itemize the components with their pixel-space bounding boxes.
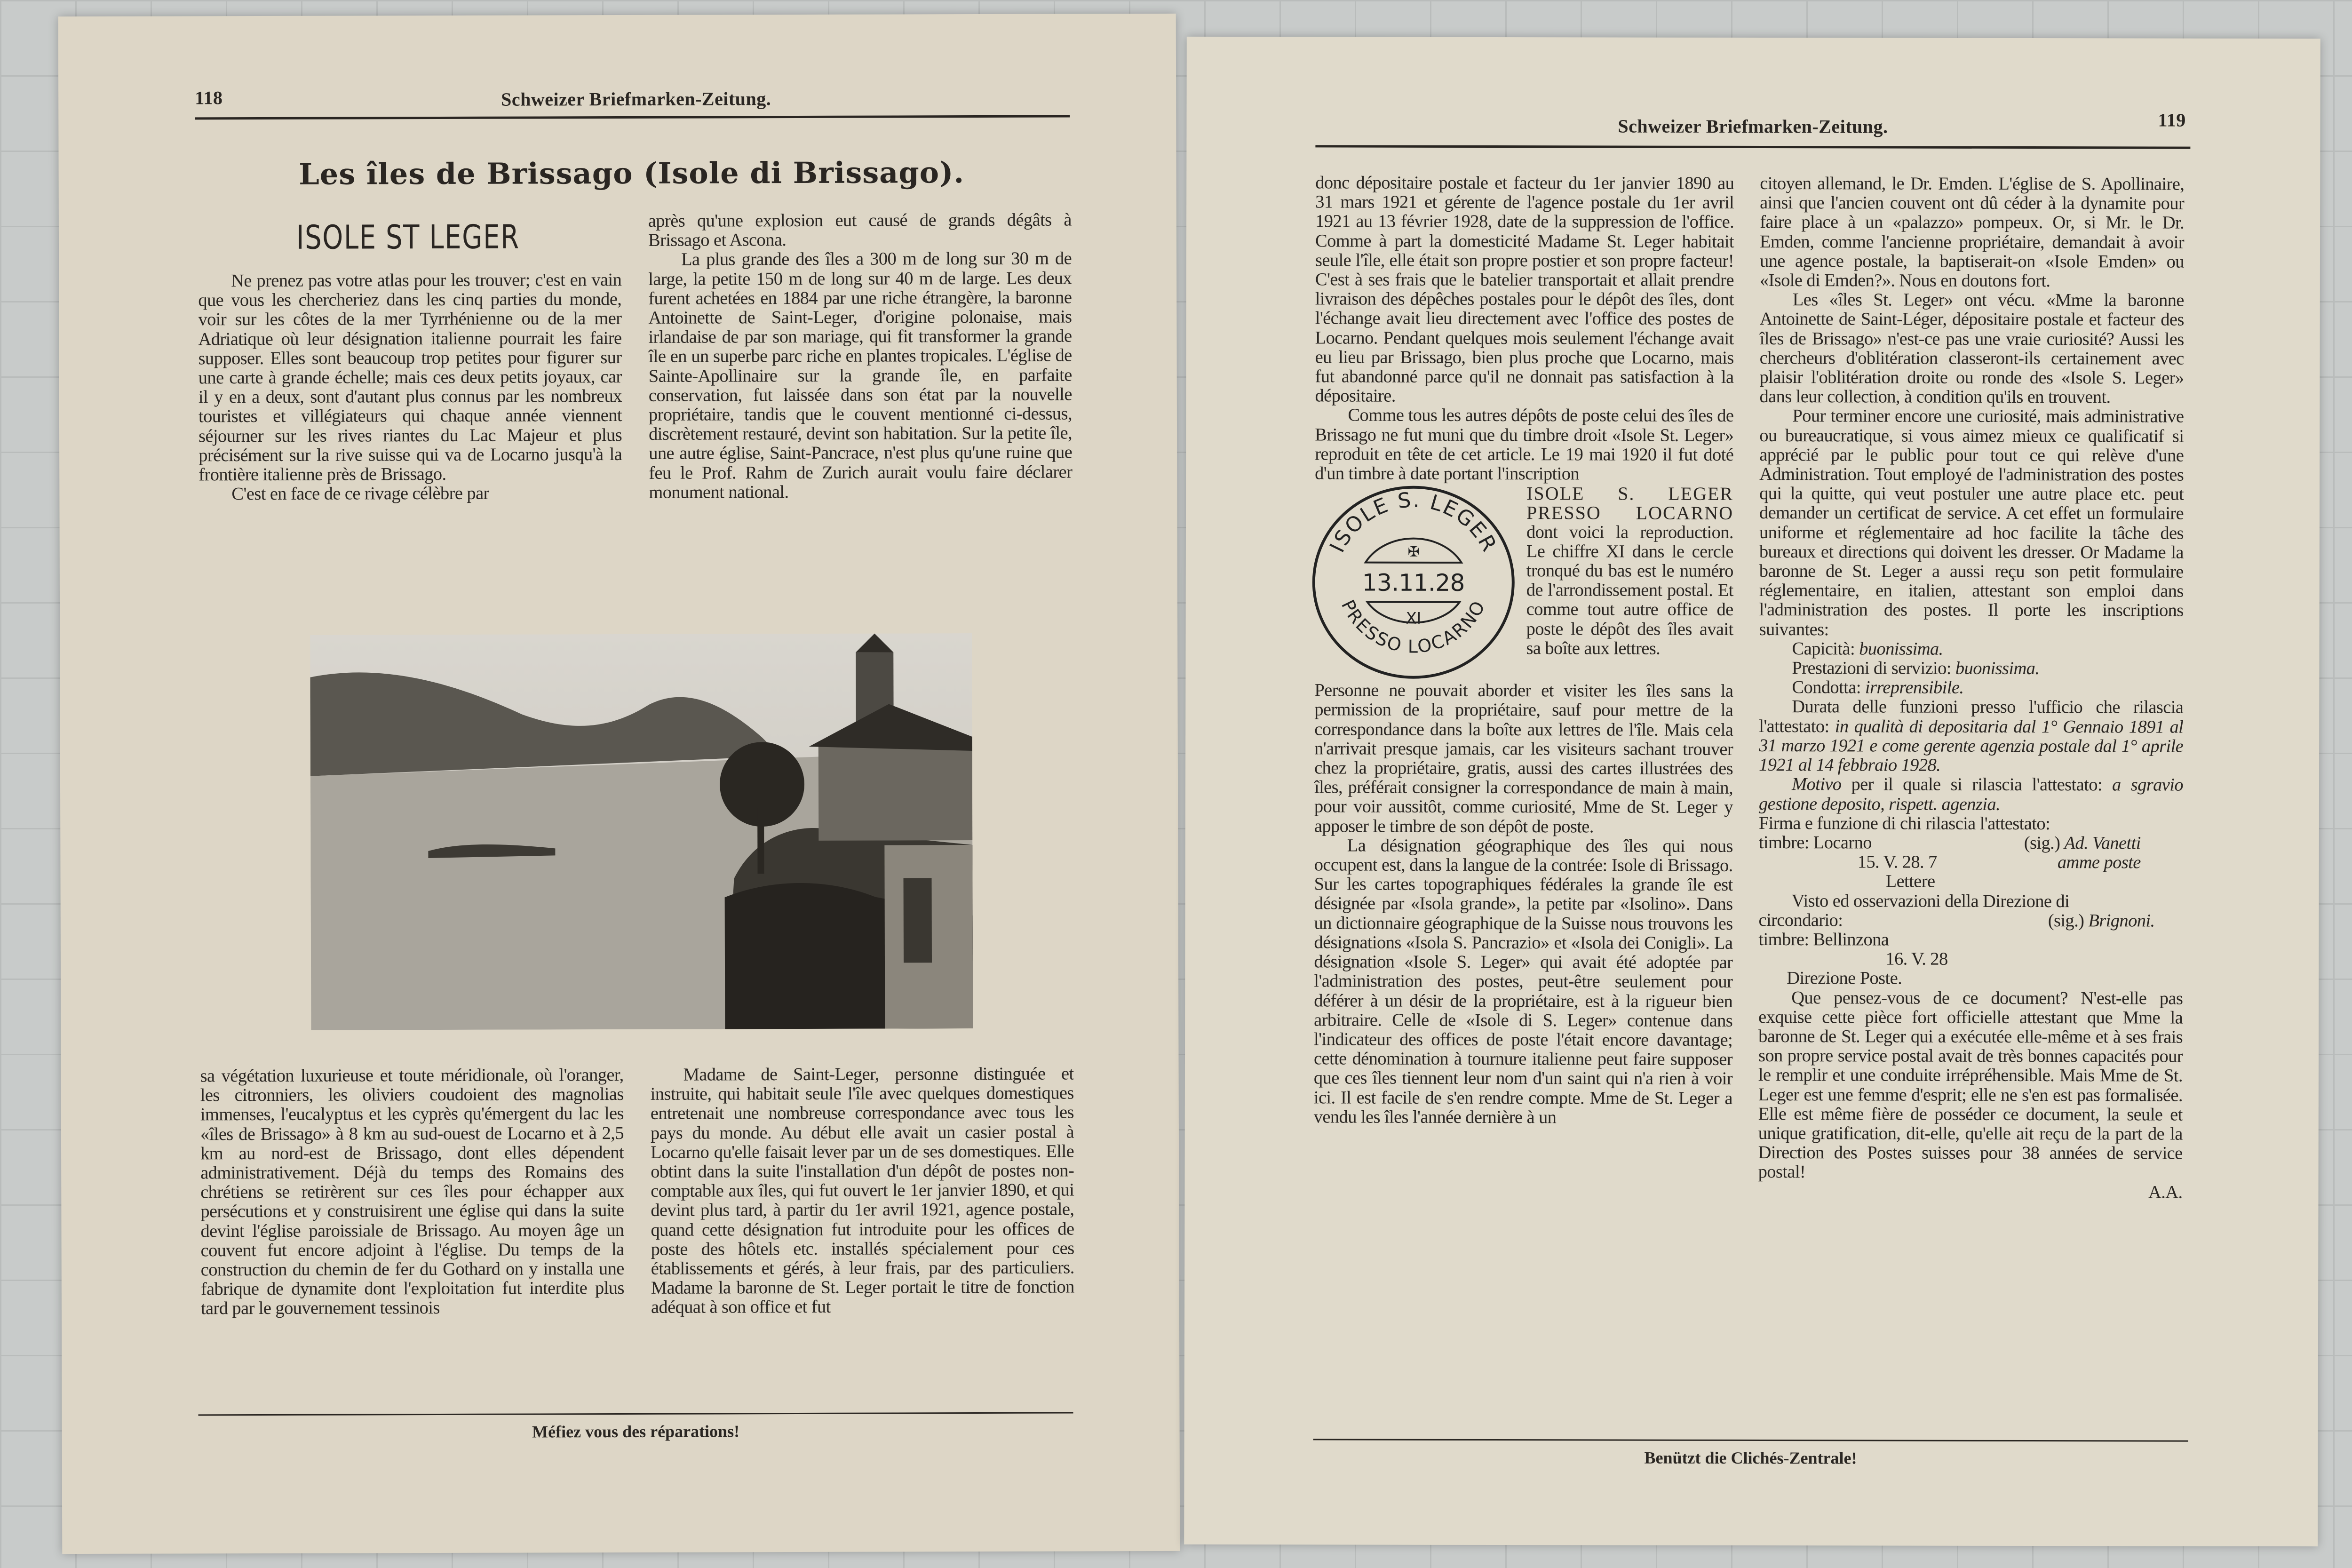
- paragraph: Comme tous les autres dépôts de poste celui des îles de Brissago ne fut muni que du timbre droit «Isole St. Leger» reproduit en tête de cet article. Le 19 mai 1920 il fut doté d'un timbre à date portant l'inscription: [1315, 405, 1734, 484]
- column-1: [1314, 173, 1734, 1127]
- bottom-column-2: [651, 1064, 1074, 1317]
- top-column-1: [198, 271, 622, 504]
- paragraph: La désignation géographique des îles qui nous occupent est, dans la langue de la contrée: Isole di Brissago. Sur les cartes topographiques fédérales la grande île est désignée par «Isola grande», la petite par «Isolino». Dans un dictionnaire géographique de la Suisse nous trouvons les désignations «Isola S. Pancrazio» et «Isola dei Conigli». La désignation «Isole S. Leger» qui avait été adoptée par l'administration des postes, peut-être seulement pour déférer à un désir de la propriétaire, est à la rigueur bien arbitraire. Celle de «Isole di S. Leger» contenue dans l'indicateur des offices de poste l'était encore davantage; cette dénomination à tournure italienne peut faire supposer que ces îles tiennent leur nom d'un saint qui n'a rien à voir ici. Il est facile de s'en rendre compte. Mme de St. Leger a vendu les îles l'année dernière à un: [1313, 836, 1733, 1127]
- paragraph: citoyen allemand, le Dr. Emden. L'église de S. Apollinaire, ainsi que l'ancien couvent ont dû céder à la dynamite pour faire place à un «palazzo» pompeux. Or, si Mr. le Dr. Emden, comme l'ancienne propriétaire, demandait à avoir une agence postale, la baptiserait-on «Isole Emden» ou «Isole di Emden?». Nous en doutons fort.: [1759, 174, 2185, 291]
- stamp-side-text: dont voici la reproduction. Le chiffre XI dans le cercle tronqué du bas est le numéro de l'arrondissement postal. Et comme tout autre office de poste le dépôt des îles avait sa boîte aux lettres.: [1526, 522, 1733, 659]
- paragraph: Madame de Saint-Leger, personne distinguée et instruite, qui habitait seule l'île avec quelques domestiques entretenait une nombreuse correspondance avec tous les pays du monde. Au début elle avait un casier postal à Locarno qu'elle faisait lever par un de ses domestiques. Elle obtint dans la suite l'installation d'un dépôt de postes non-comptable aux îles, qui fut ouvert le 1er janvier 1890, et qui devint plus tard, à partir du 1er avril 1921, agence postale, quand cette désignation fut introduite pour les offices de poste des hôtels etc. installés spécialement pour ces établissements et gérés, à leur frais, par des particuliers. Madame la baronne de St. Leger portait le titre de fonction adéquat à son office et fut: [650, 1064, 1074, 1318]
- author-signature: A.A.: [2148, 1182, 2183, 1202]
- isole-st-leger-logo: ISOLE ST LEGER: [296, 217, 520, 257]
- running-header: Schweizer Briefmarken-Zeitung.: [501, 88, 771, 110]
- left-page: [58, 14, 1180, 1554]
- running-header: Schweizer Briefmarken-Zeitung.: [1618, 115, 1888, 137]
- paragraph: Que pensez-vous de ce document? N'est-elle pas exquise cette pièce fort officielle attestant que Mme la baronne de St. Leger qui a exécutée elle-même et à ses frais son propre service postal avait de très bonnes capacités pour le remplir et une conduite irrépréhensible. Mais Mme de St. Leger est une femme d'esprit; elle ne s'en est pas formalisée. Elle est même fière de posséder ce document, la seule et unique gratification, dit-elle, qu'elle ait reçu de la part de la Direction des Postes suisses pour 38 années de service postal!: [1758, 987, 2183, 1182]
- footer-slogan: Méfiez vous des réparations!: [532, 1422, 740, 1441]
- article-title: Les îles de Brissago (Isole di Brissago).: [299, 155, 965, 191]
- lake-photo: [310, 633, 973, 1030]
- bottom-column-1: [200, 1066, 624, 1319]
- stamp-bottom-text: PRESSO LOCARNO: [1337, 597, 1490, 658]
- postmark-stamp: [1310, 484, 1517, 682]
- stamp-top-text: ISOLE S. LEGER: [1325, 488, 1502, 557]
- paragraph: Ne prenez pas votre atlas pour les trouver; c'est en vain que vous les chercheriez dans les cinq parties du monde, voir sur les côtes de la mer Tyrrhénienne ou de la mer Adriatique où leur désignation italienne pourrait les faire supposer. Elles sont beaucoup trop petites pour figurer sur une carte à grande échelle; mais ces deux petits joyaux, car il y en a deux, sont d'autant plus connus par les nombreux touristes et villégiateurs qui chaque année viennent séjourner sur les rives riantes du Lac Majeur et plus précisément sur la rive suisse qui va de Locarno jusqu'à la frontière italienne près de Brissago.: [198, 270, 622, 485]
- header-rule: [195, 115, 1070, 119]
- stamp-district: XI: [1406, 609, 1421, 629]
- paragraph: C'est en face de ce rivage célèbre par: [231, 483, 489, 504]
- header-rule: [1315, 145, 2190, 149]
- footer-rule: [1313, 1439, 2188, 1441]
- footer-slogan: Benützt die Clichés-Zentrale!: [1644, 1448, 1857, 1468]
- inscription-line: ISOLE S. LEGER: [1526, 483, 1734, 505]
- paragraph: sa végétation luxurieuse et toute méridionale, où l'oranger, les citronniers, les oliviers coudoient des magnolias immenses, l'eucalyptus et les cyprès qu'émergent du lac les «îles de Brissago» à 8 km au sud-ouest de Locarno et à 2,5 km au nord-est de Brissago, dont elles dépendent administrativement. Déjà du temps des Romains des chrétiens se retirèrent sur ces îles pour échapper aux persécutions et y construisirent une église qui dans la suite devint l'église paroissiale de Brissago. Au moyen âge un couvent fut encore adjoint à l'église. Du temps de la construction du chemin de fer du Gothard on y installa une fabrique de dynamite dont l'exploitation fut interdite plus tard par le gouvernement tessinois: [200, 1065, 624, 1319]
- column-2: [1758, 174, 2184, 1202]
- inscription-line: PRESSO LOCARNO: [1526, 502, 1734, 524]
- stamp-date: 13.11.28: [1362, 569, 1465, 597]
- page-number: 118: [195, 87, 223, 109]
- footer-rule: [199, 1412, 1073, 1416]
- top-column-2: [648, 210, 1073, 502]
- paragraph: après qu'une explosion eut causé de grands dégâts à Brissago et Ascona.: [648, 210, 1072, 251]
- certificate-transcript: Capicità: buonissima. Prestazioni di servizio: buonissima. Condotta: irreprensibile. Durata delle funzioni presso l'ufficio che rilascia l'attestato: in qualità di depositaria dal 1° Gennaio 1891 al 31 marzo 1921 e come gerente agenzia postale dal 1° aprile 1921 al 14 febbraio 1928. Motivo per il quale si rilascia l'attestato: a sgravio gestione deposito, rispett. agenzia. Firma e funzione di chi rilascia l'attestato: timbre: Locarno (sig.) Ad. Vanetti 15. V. 28. 7 amme poste Lettere Visto ed osservazioni della Direzione di circondario: (sig.) Brignoni. timbre: Bellinzona 16. V. 28 Direzione Poste.: [1758, 639, 2184, 988]
- paragraph: Les «îles St. Leger» ont vécu. «Mme la baronne Antoinette de Saint-Léger, dépositaire postale et facteur des îles de Brissago» n'est-ce pas une vraie curiosité? Aussi les chercheurs d'oblitération classeront-ils certainement avec plaisir l'oblitération droite ou ronde des «Isole S. Leger» dans leur collection, à condition qu'ils en trouvent.: [1759, 290, 2184, 407]
- paragraph: Pour terminer encore une curiosité, mais administrative ou bureaucratique, si vous aimez mieux ce qualificatif si apprécié par le public pour tout ce qui relève d'une Administration. Tout employé de l'administration des postes qui la quitte, qui veut postuler une autre place etc. peut demander un certificat de service. A cet effet un formulaire uniforme et réglementaire ad hoc facilite la tâche des bureaux et directions qui doivent les dresser. Or Madame la baronne de St. Leger a aussi reçu son petit formulaire réglementaire, en italien, attestant son emploi dans l'administration des postes. Il porte les inscriptions suivantes:: [1759, 406, 2184, 639]
- page-number: 119: [2158, 109, 2186, 131]
- paragraph: donc dépositaire postale et facteur du 1er janvier 1890 au 31 mars 1921 et gérente de l'agence postale du 1er avril 1921 au 13 février 1928, date de la suppression de l'office. Comme à part la domesticité Madame St. Leger habitait seule l'île, elle était son propre postier et son propre facteur! C'est à ses frais que le batelier transportait et allait prendre livraison des dépêches postales pour le dépôt des îles, dont l'échange avait lieu directement avec l'office des postes de Locarno. Pendant quelques mois seulement l'échange avait eu lieu par Brissago, bien plus proche que Locarno, mais fut abandonné parce qu'il ne donnait pas satisfaction à la dépositaire.: [1315, 173, 1734, 406]
- paragraph: La plus grande des îles a 300 m de long sur 30 m de large, la petite 150 m de long sur 40 m de large. Les deux furent achetées en 1884 par une riche étrangère, la baronne Antoinette de Saint-Leger, d'origine polonaise, mais irlandaise de par son mariage, qui fit transformer la grande île en un superbe parc riche en plantes tropicales. L'église de Sainte-Apollinaire sur la grande île, en parfaite conservation, fut laissée dans son état par la nouvelle propriétaire, tandis que le couvent mentionné ci-dessus, discrètement restauré, devint son habitation. Sur la petite île, une autre église, Saint-Pancrace, n'est plus qu'une ruine que feu le Prof. Rahm de Zurich aurait voulu faire déclarer monument national.: [648, 248, 1073, 502]
- swiss-cross-icon: ✠: [1407, 543, 1420, 561]
- right-page: [1184, 37, 2320, 1546]
- paragraph: Personne ne pouvait aborder et visiter les îles sans la permission de la propriétaire, sauf pour mettre de la correspondance dans la boîte aux lettres de l'île. Mais cela n'arrivait presque jamais, car les visiteurs sachant trouver chez la propriétaire, gratis, aussi des cartes illustrées des îles, préférait consigner la correspondance de main à main, pour voir aussitôt, comme curiosité, Mme de St. Leger y apposer le timbre de son dépôt de poste.: [1314, 680, 1733, 837]
- stamp-block: [1314, 484, 1733, 682]
